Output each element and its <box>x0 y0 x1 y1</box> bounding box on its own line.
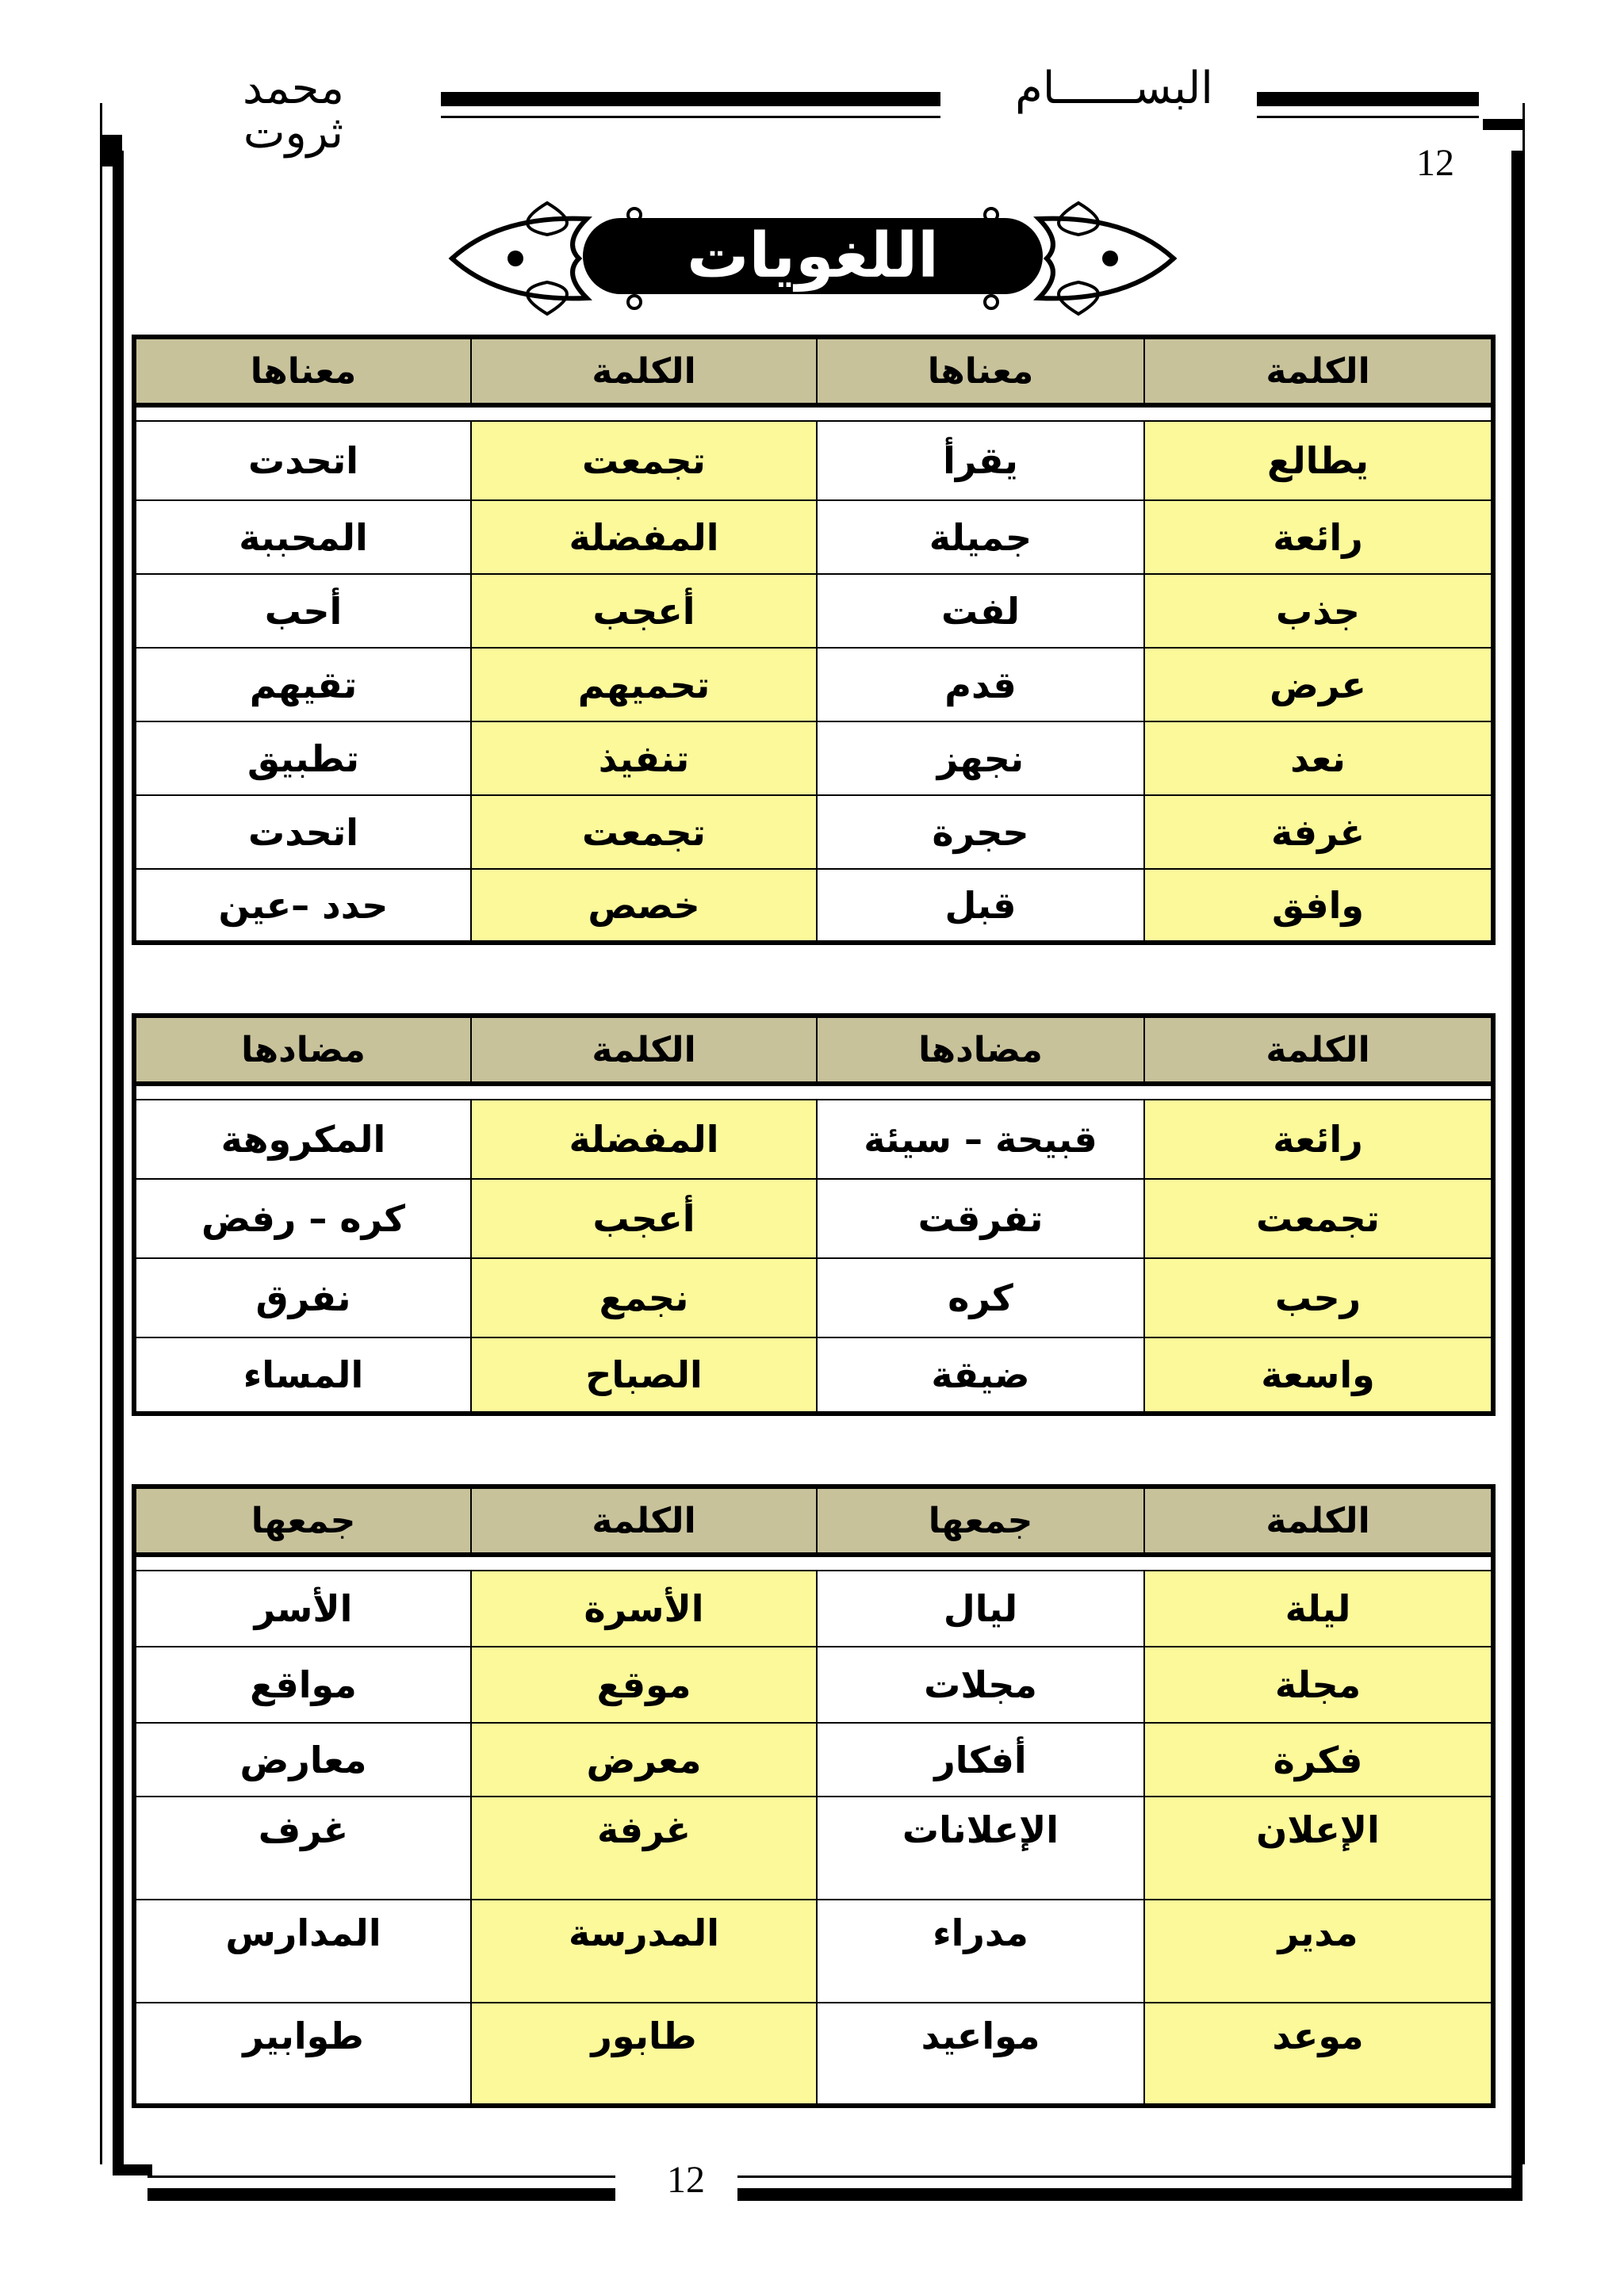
header-cell: الكلمة <box>1144 1487 1493 1555</box>
opposite-cell: ضيقة <box>817 1337 1144 1414</box>
page-number-top: 12 <box>1416 142 1454 184</box>
banner-title: اللغويات <box>583 218 1043 294</box>
header-cell: مضادها <box>817 1016 1144 1084</box>
table-row <box>134 1723 1493 1797</box>
meaning-cell: تطبيق <box>134 721 471 795</box>
author-name: محمد ثروت <box>243 63 344 159</box>
plural-cell: المدارس <box>134 1900 471 2003</box>
plural-cell: أفكار <box>817 1723 1144 1797</box>
table-row <box>134 2003 1493 2106</box>
word-cell: طابور <box>471 2003 817 2106</box>
page-number-bottom: 12 <box>667 2159 705 2201</box>
word-cell: المفضلة <box>471 1100 817 1179</box>
meaning-cell: قبل <box>817 869 1144 943</box>
header-title: البســــــام <box>1015 63 1213 114</box>
word-cell: الإعلان <box>1144 1797 1493 1900</box>
table-row <box>134 1337 1493 1414</box>
word-cell: خصص <box>471 869 817 943</box>
opposite-cell: المساء <box>134 1337 471 1414</box>
table-row <box>134 500 1493 574</box>
word-cell: رائعة <box>1144 500 1493 574</box>
header-cell: الكلمة <box>471 1487 817 1555</box>
header-rule-left-thick <box>441 92 940 106</box>
word-cell: مدير <box>1144 1900 1493 2003</box>
header-cell: معناها <box>134 337 471 405</box>
frame-bottom-left-corner <box>113 2164 152 2175</box>
opposite-cell: كره <box>817 1258 1144 1337</box>
table-row <box>134 1571 1493 1647</box>
table-row <box>134 421 1493 500</box>
word-cell: المفضلة <box>471 500 817 574</box>
meaning-cell: أحب <box>134 574 471 648</box>
frame-left-thin <box>100 103 102 2164</box>
word-cell: ليلة <box>1144 1571 1493 1647</box>
plural-cell: معارض <box>134 1723 471 1797</box>
opposite-cell: المكروهة <box>134 1100 471 1179</box>
header-rule-right-thick <box>1257 92 1479 106</box>
word-cell: فكرة <box>1144 1723 1493 1797</box>
plural-cell: طوابير <box>134 2003 471 2106</box>
word-cell: نعد <box>1144 721 1493 795</box>
table-row <box>134 648 1493 721</box>
meaning-cell: حدد –عين <box>134 869 471 943</box>
word-cell: أعجب <box>471 1179 817 1258</box>
frame-bottom-right <box>737 2188 1522 2201</box>
header-cell: الكلمة <box>471 337 817 405</box>
meaning-cell: قدم <box>817 648 1144 721</box>
word-cell: واسعة <box>1144 1337 1493 1414</box>
opposite-cell: كره – رفض <box>134 1179 471 1258</box>
plural-cell: الأسر <box>134 1571 471 1647</box>
table-header-row <box>134 1016 1493 1084</box>
table-row <box>134 574 1493 648</box>
word-cell: تجمعت <box>471 795 817 869</box>
frame-left-thick <box>113 151 124 2164</box>
table-row <box>134 795 1493 869</box>
meaning-cell: نجهز <box>817 721 1144 795</box>
word-cell: رائعة <box>1144 1100 1493 1179</box>
word-cell: المدرسة <box>471 1900 817 2003</box>
word-cell: عرض <box>1144 648 1493 721</box>
meaning-cell: المحببة <box>134 500 471 574</box>
table-row <box>134 1100 1493 1179</box>
word-cell: مجلة <box>1144 1647 1493 1723</box>
word-cell: جذب <box>1144 574 1493 648</box>
table-row <box>134 1647 1493 1723</box>
plural-cell: الإعلانات <box>817 1797 1144 1900</box>
word-cell: غرفة <box>471 1797 817 1900</box>
table-row <box>134 1900 1493 2003</box>
opposite-cell: تفرقت <box>817 1179 1144 1258</box>
word-cell: الصباح <box>471 1337 817 1414</box>
meaning-cell: يقرأ <box>817 421 1144 500</box>
meaning-cell: جميلة <box>817 500 1144 574</box>
header-cell: جمعها <box>817 1487 1144 1555</box>
word-cell: رحب <box>1144 1258 1493 1337</box>
plural-cell: مجلات <box>817 1647 1144 1723</box>
word-cell: تنفيذ <box>471 721 817 795</box>
frame-right-thin <box>1522 103 1525 2164</box>
plural-cell: مواقع <box>134 1647 471 1723</box>
word-cell: نجمع <box>471 1258 817 1337</box>
header-cell: الكلمة <box>1144 337 1493 405</box>
table-row <box>134 1179 1493 1258</box>
header-rule-left-thin <box>441 116 940 118</box>
table-header-row <box>134 337 1493 405</box>
meaning-cell: لفت <box>817 574 1144 648</box>
meaning-cell: اتحدت <box>134 421 471 500</box>
meaning-cell: تقيهم <box>134 648 471 721</box>
header-cell: الكلمة <box>1144 1016 1493 1084</box>
word-cell: موعد <box>1144 2003 1493 2106</box>
plural-cell: مواعيد <box>817 2003 1144 2106</box>
opposite-cell: قبيحة – سيئة <box>817 1100 1144 1179</box>
plural-cell: غرف <box>134 1797 471 1900</box>
word-cell: معرض <box>471 1723 817 1797</box>
word-cell: يطالع <box>1144 421 1493 500</box>
meanings-table <box>132 335 1496 945</box>
table-row <box>134 1258 1493 1337</box>
table-row <box>134 721 1493 795</box>
plural-cell: ليال <box>817 1571 1144 1647</box>
word-cell: الأسرة <box>471 1571 817 1647</box>
word-cell: تجمعت <box>471 421 817 500</box>
header-cell: معناها <box>817 337 1144 405</box>
frame-right-thick <box>1511 151 1522 2196</box>
word-cell: تحميهم <box>471 648 817 721</box>
header-cell: جمعها <box>134 1487 471 1555</box>
header-rule-right-thin <box>1257 116 1479 118</box>
word-cell: تجمعت <box>1144 1179 1493 1258</box>
header-cell: الكلمة <box>471 1016 817 1084</box>
word-cell: وافق <box>1144 869 1493 943</box>
word-cell: غرفة <box>1144 795 1493 869</box>
frame-bottom-left <box>147 2188 615 2201</box>
header-cell: مضادها <box>134 1016 471 1084</box>
frame-bottom-right-thin <box>737 2175 1522 2178</box>
opposites-table <box>132 1013 1496 1416</box>
frame-bottom-left-thin <box>147 2175 615 2178</box>
table-row <box>134 869 1493 943</box>
word-cell: أعجب <box>471 574 817 648</box>
plural-cell: مدراء <box>817 1900 1144 2003</box>
word-cell: موقع <box>471 1647 817 1723</box>
opposite-cell: نفرق <box>134 1258 471 1337</box>
table-header-row <box>134 1487 1493 1555</box>
frame-right-corner <box>1483 119 1522 130</box>
table-row <box>134 1797 1493 1900</box>
meaning-cell: حجرة <box>817 795 1144 869</box>
meaning-cell: اتحدت <box>134 795 471 869</box>
plurals-table <box>132 1484 1496 2108</box>
